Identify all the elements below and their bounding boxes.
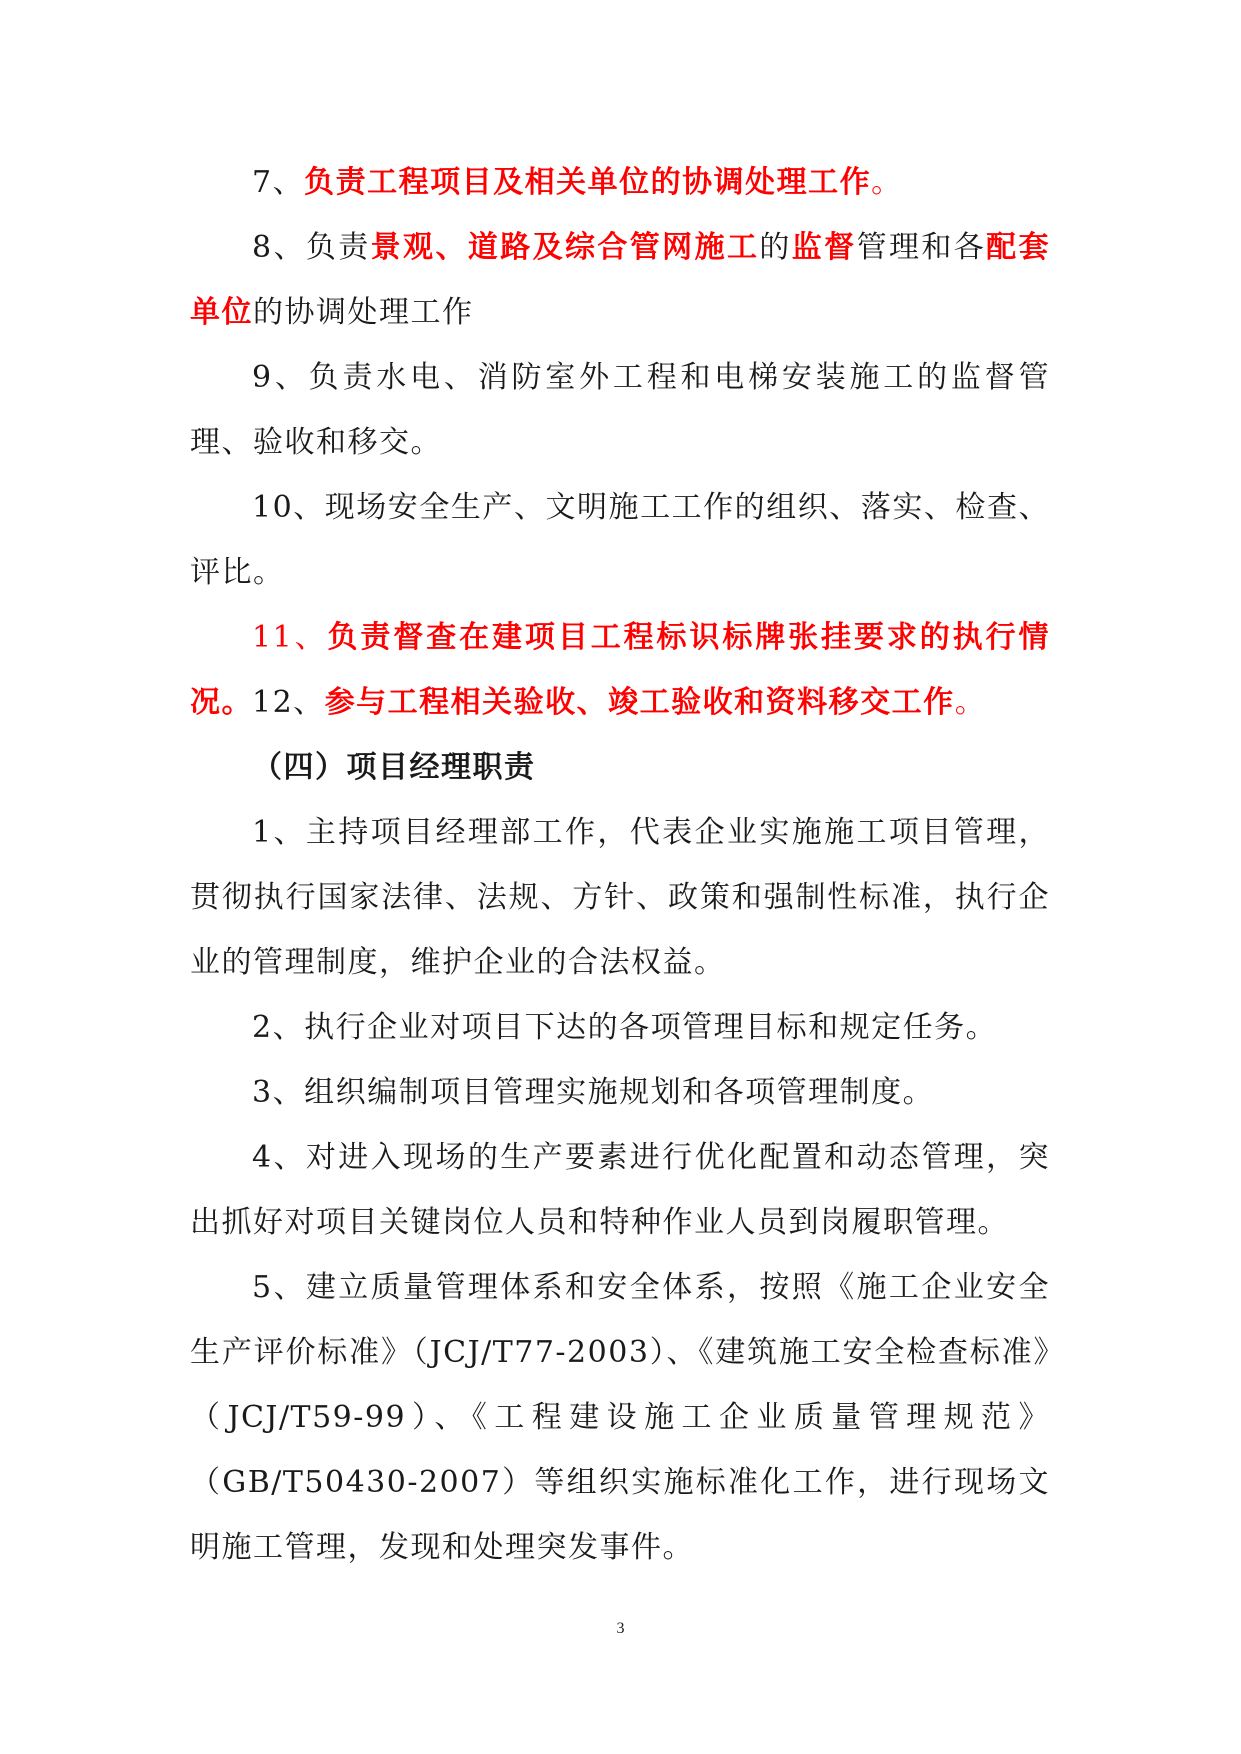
section-heading: （四）项目经理职责: [252, 750, 536, 785]
item-8-highlight-1: 景观、道路及综合管网施工: [370, 230, 760, 265]
item-12: [190, 670, 1050, 735]
item-7-number: 7、: [252, 165, 305, 200]
item-9: 9、负责水电、消防室外工程和电梯安装施工的监督管理、验收和移交。: [190, 360, 1050, 460]
pm-duty-4: 4、对进入现场的生产要素进行优化配置和动态管理，突出抓好对项目关键岗位人员和特种作业人员到岗履职管理。: [190, 1140, 1050, 1240]
item-11-highlight: 负责督查在建项目工程标识标牌张挂要求的执行情况。: [190, 620, 1050, 720]
pm-duty-1: 1、主持项目经理部工作，代表企业实施施工项目管理，贯彻执行国家法律、法规、方针、政策和强制性标准，执行企业的管理制度，维护企业的合法权益。: [190, 815, 1050, 980]
item-7: [190, 150, 1050, 215]
pm-duty-2: 2、执行企业对项目下达的各项管理目标和规定任务。: [252, 1010, 998, 1045]
item-12-number: 12、: [252, 685, 325, 720]
item-8-text-2: 的: [759, 230, 792, 265]
item-12-end: 。: [954, 685, 987, 720]
item-10: 10、现场安全生产、文明施工工作的组织、落实、检查、评比。: [190, 490, 1050, 590]
page-number: 3: [616, 1620, 625, 1637]
item-8-highlight-2: 监督: [791, 230, 857, 265]
item-8: [190, 215, 1050, 345]
item-11-number: 11、: [252, 620, 328, 655]
item-8-number: 8、负责: [252, 230, 371, 265]
item-7-highlight: 负责工程项目及相关单位的协调处理工作: [304, 165, 872, 200]
pm-duty-5: 5、建立质量管理体系和安全体系，按照《施工企业安全生产评价标准》（JCJ/T77-2003）、《建筑施工安全检查标准》（JCJ/T59-99）、《工程建设施工企业质量管理规范》（GB/T50430-2007）等组织实施标准化工作，进行现场文明施工管理，发现和处理突发事件。: [190, 1270, 1050, 1565]
item-7-end: 。: [871, 165, 903, 200]
item-8-text-4: 的协调处理工作: [253, 295, 474, 330]
item-8-text-3: 管理和各: [856, 230, 987, 265]
item-8-highlight-3: 配套单位: [190, 230, 1051, 330]
pm-duty-3: 3、组织编制项目管理实施规划和各项管理制度。: [252, 1075, 935, 1110]
item-12-highlight: 参与工程相关验收、竣工验收和资料移交工作: [324, 685, 955, 720]
